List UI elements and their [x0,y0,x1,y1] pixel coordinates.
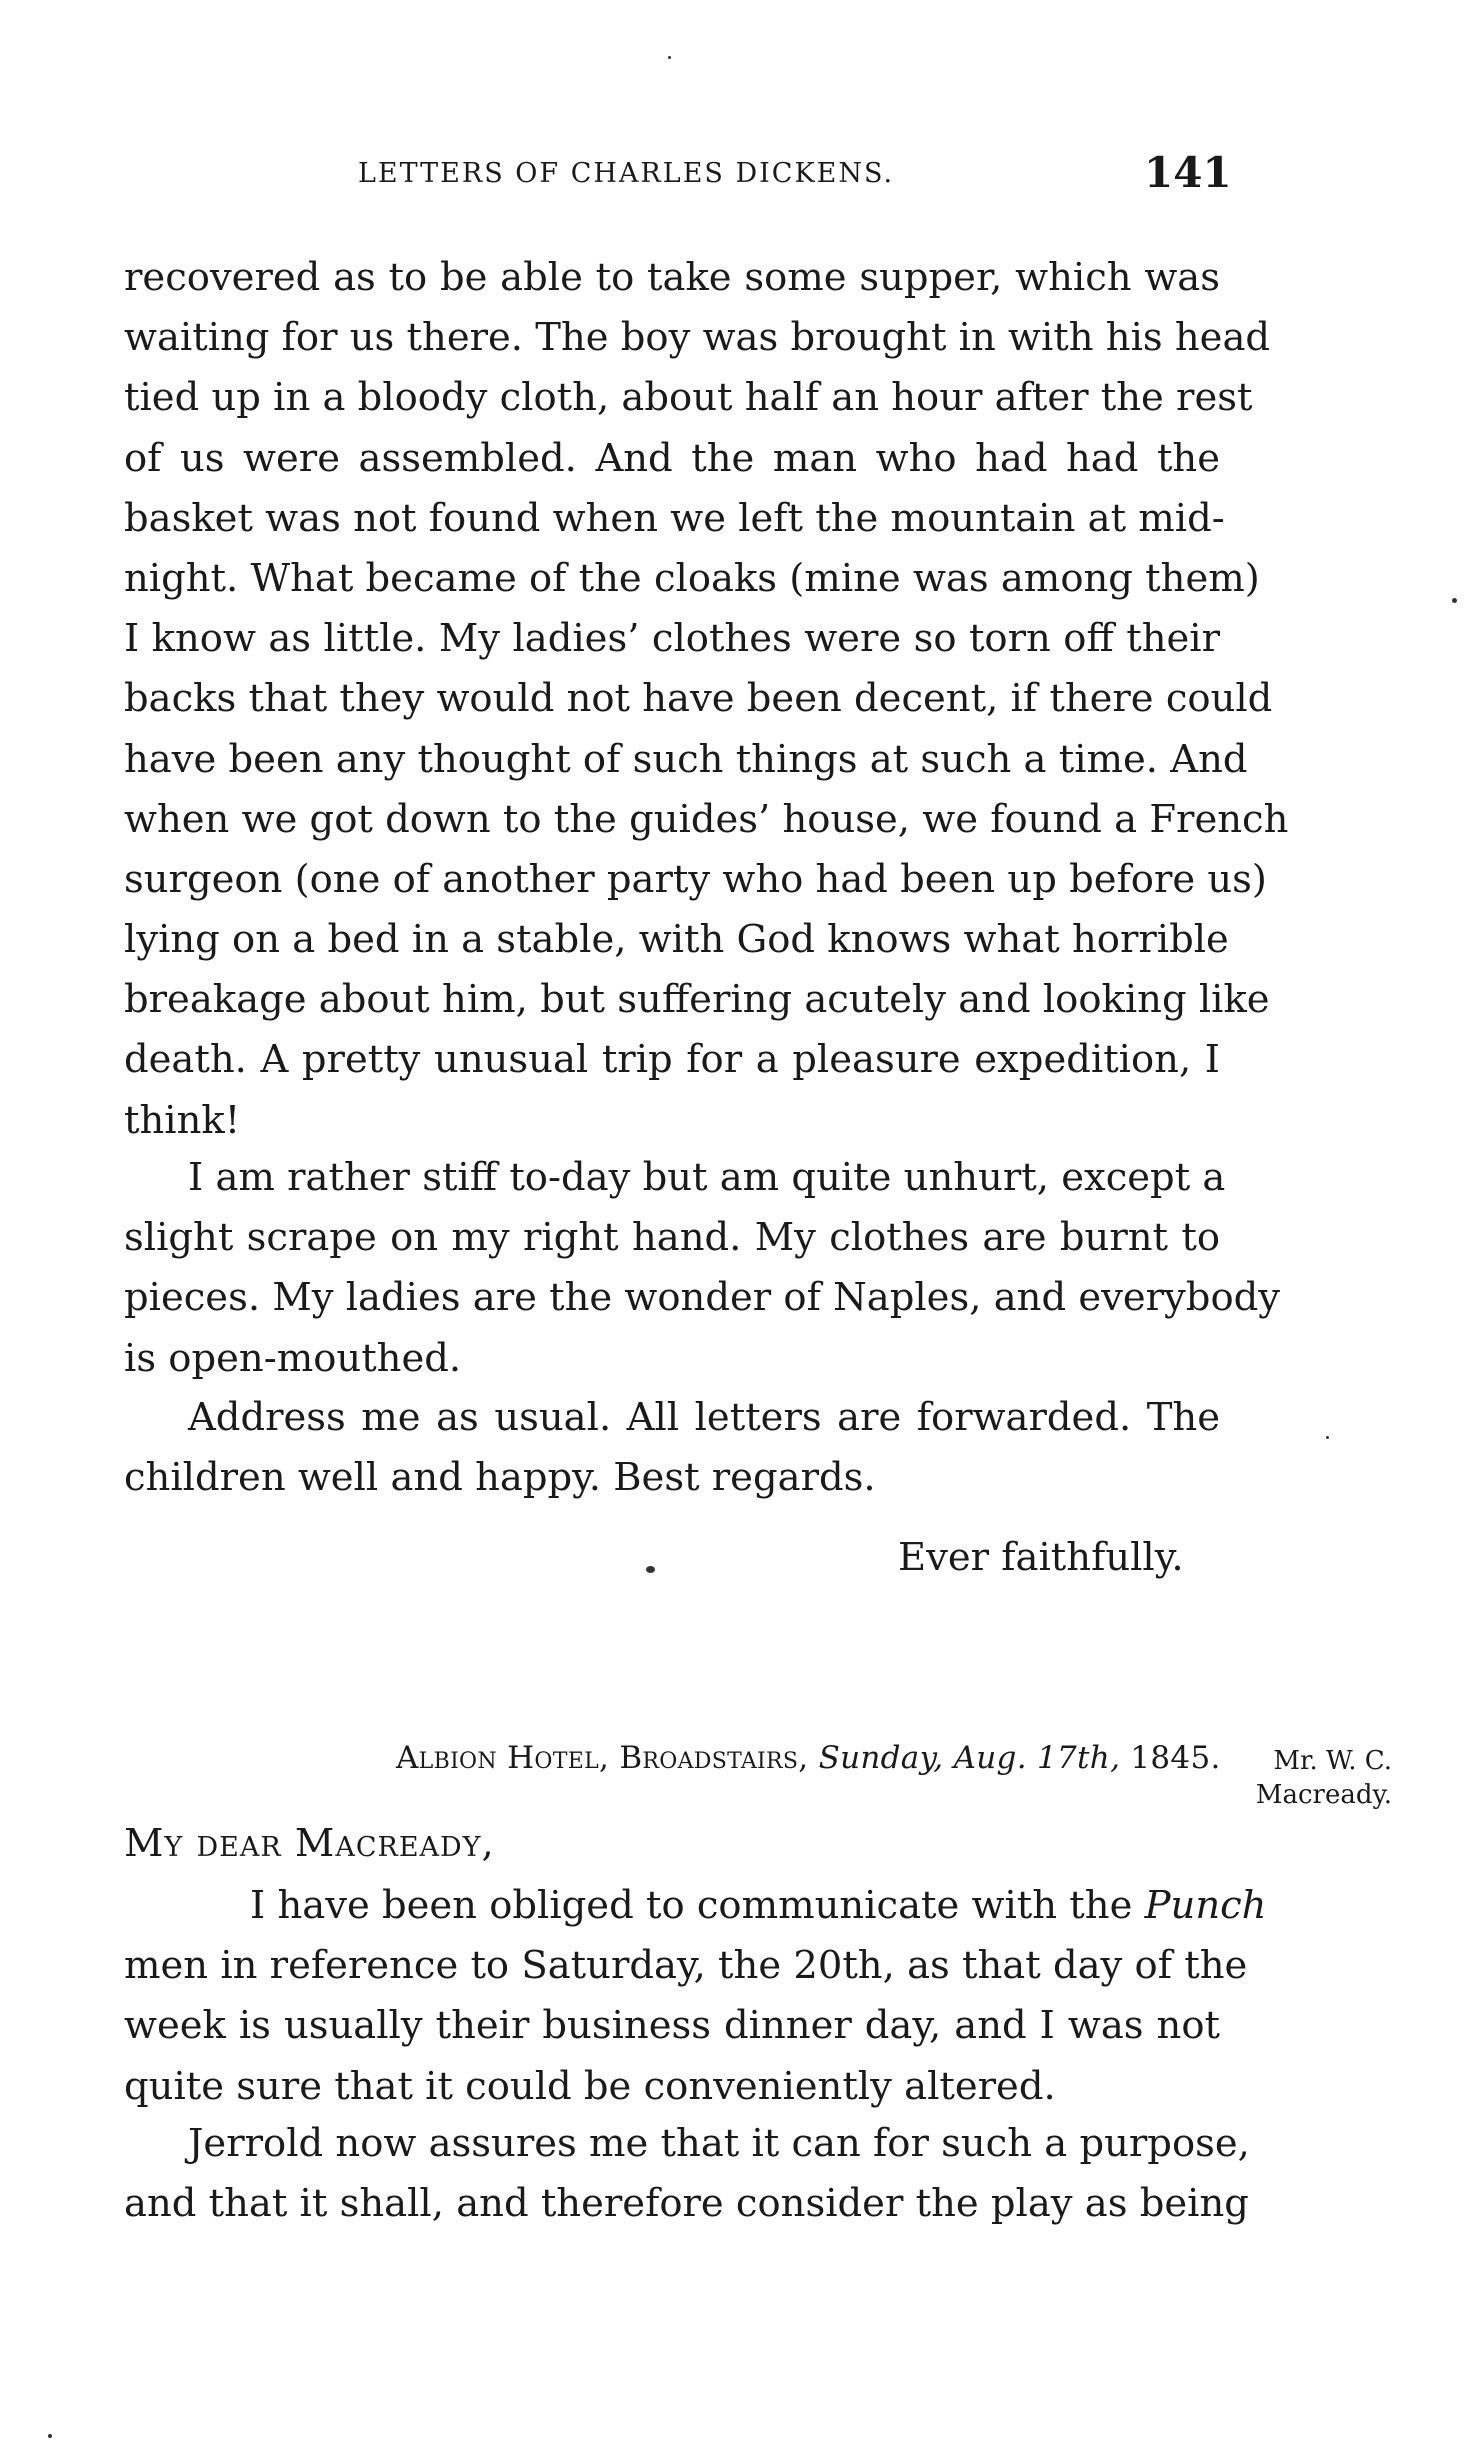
text-line [124,1876,1267,1936]
text-line: I am rather stiff to-day but am quite unhurt, except a [188,1155,1226,1200]
letter2-paragraph-1 [124,1876,1267,2117]
print-speck [48,2434,52,2438]
text-line: slight scrape on my right hand. My clothes are burnt to [124,1215,1220,1261]
running-title: LETTERS OF CHARLES DICKENS. [358,158,895,189]
print-speck [1452,598,1457,603]
text-line: recovered as to be able to take some supper, which was [124,255,1220,300]
letter1-paragraph-2 [124,1148,1281,1389]
text-line: when we got down to the guides’ house, we found a French [124,796,1289,842]
letter2-salutation: My dear Macready, [124,1821,495,1866]
text-line: and that it shall, and therefore consider the play as being [124,2181,1249,2227]
page-number: 141 [1144,148,1232,197]
text-line: I know as little. My ladies’ clothes were so torn off their [124,616,1220,662]
letter1-closing: Ever faithfully. [898,1535,1184,1580]
punch-italic: Punch [1144,1883,1267,1928]
text-line: week is usually their business dinner day, and I was not [124,2003,1220,2049]
print-speck [1326,1436,1329,1439]
text-line: have been any thought of such things at such a time. And [124,736,1248,782]
print-speck [668,56,671,59]
recipient-note-line: Mr. W. C. [1273,1746,1392,1776]
text-line: lying on a bed in a stable, with God knows what horrible [124,917,1229,963]
text-line: backs that they would not have been decent, if there could [124,676,1273,722]
dateline-day: Sunday, Aug. 17th, [818,1740,1121,1776]
text-line: is open-mouthed. [124,1335,462,1381]
dateline-year: 1845. [1130,1740,1221,1776]
print-speck [646,1566,655,1573]
text-line: tied up in a bloody cloth, about half an hour after the rest [124,375,1253,421]
text-line: children well and happy. Best regards. [124,1455,876,1501]
text-line: of us were assembled. And the man who had had the [124,435,1220,481]
letter1-paragraph-1 [124,248,1289,1151]
recipient-note-line: Macready. [1255,1780,1392,1810]
text-line: pieces. My ladies are the wonder of Naples, and everybody [124,1275,1281,1321]
text-line: surgeon (one of another party who had been up before us) [124,856,1267,902]
text-line: basket was not found when we left the mountain at mid- [124,495,1225,541]
text-line: Jerrold now assures me that it can for such a purpose, [188,2121,1250,2166]
dateline-place: Albion Hotel, Broadstairs, [396,1740,809,1776]
text-line: men in reference to Saturday, the 20th, as that day of the [124,1943,1248,1989]
text-line: waiting for us there. The boy was brought in with his head [124,315,1271,361]
text-line: think! [124,1097,241,1143]
letter2-dateline [396,1740,1221,1776]
letter2-paragraph-2 [124,2114,1250,2234]
letter1-paragraph-3 [124,1388,1220,1508]
text-line: quite sure that it could be conveniently altered. [124,2063,1056,2109]
text-line-part: I have been obliged to communicate with the [250,1883,1133,1928]
text-line: breakage about him, but suffering acutely and looking like [124,977,1270,1023]
text-line: Address me as usual. All letters are forwarded. The [188,1395,1220,1440]
text-line: night. What became of the cloaks (mine was among them) [124,555,1260,601]
page-header [0,148,1480,202]
recipient-marginal-note [1232,1744,1392,1812]
text-line: death. A pretty unusual trip for a pleasure expedition, I [124,1037,1220,1083]
